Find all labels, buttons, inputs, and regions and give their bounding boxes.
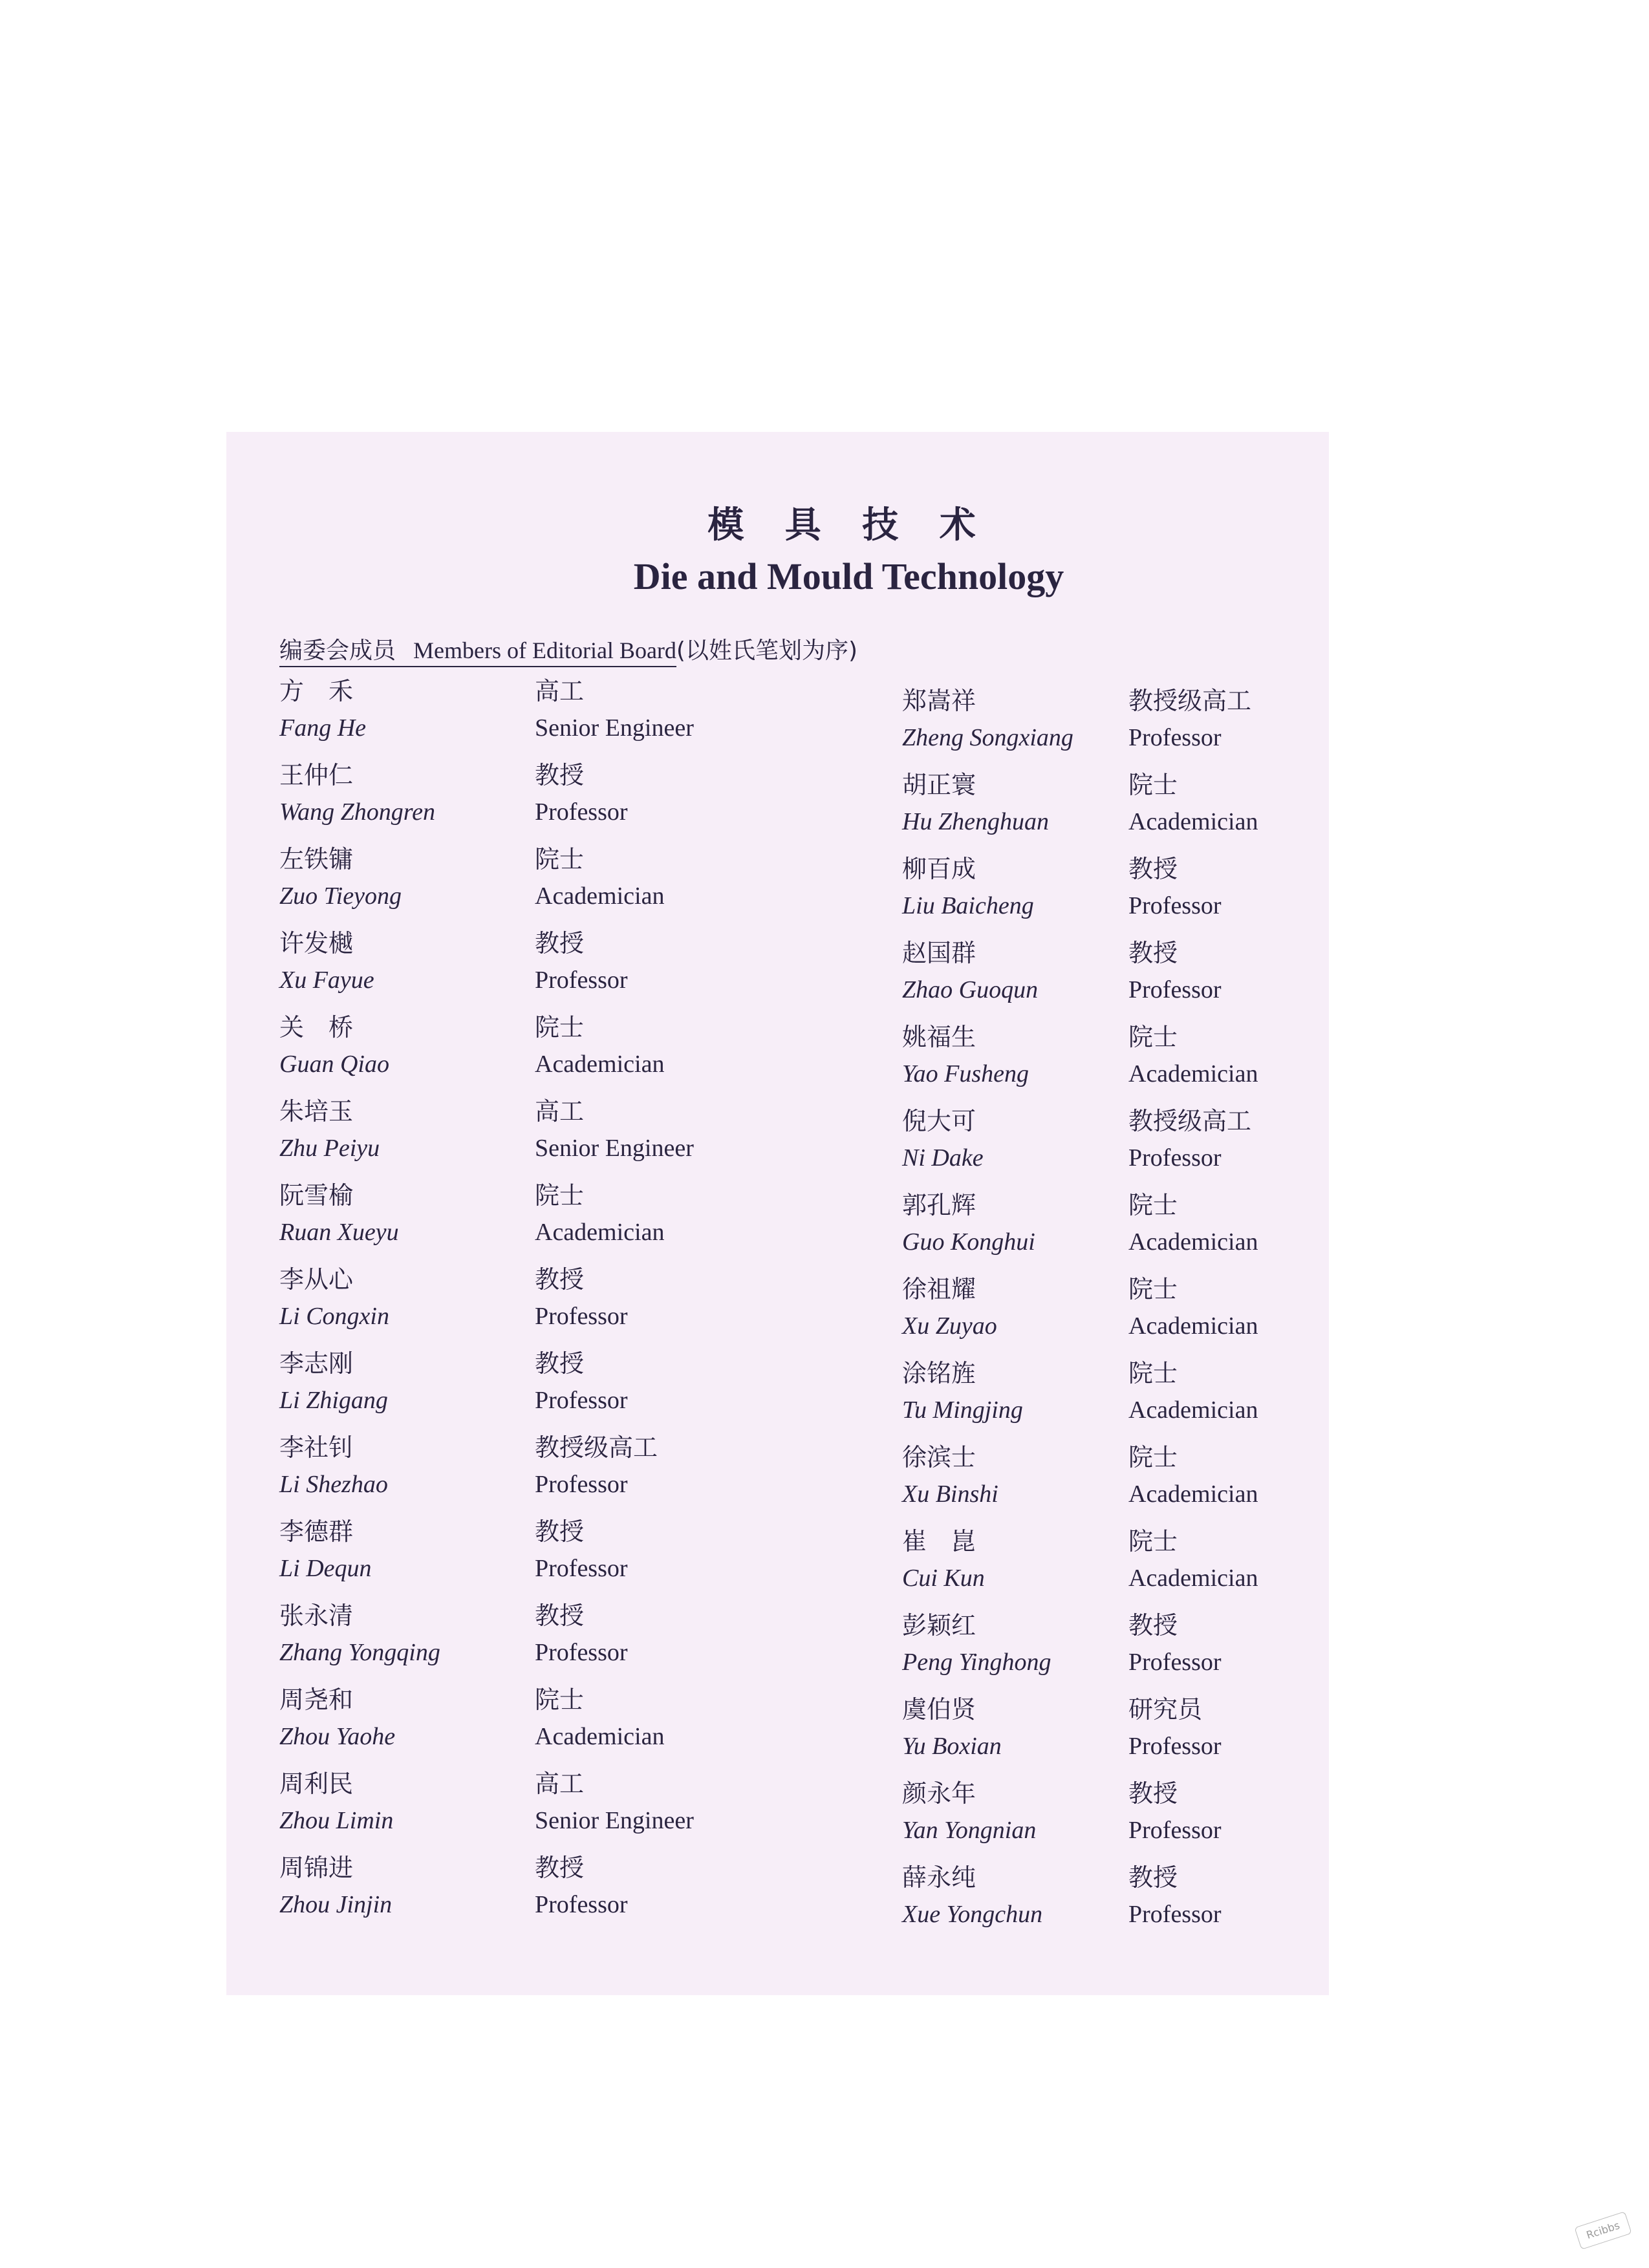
member-name-cn: 方 禾 (279, 677, 354, 705)
member-title-cn: 教授 (1128, 1779, 1178, 1808)
member-title-cn: 教授 (1128, 855, 1178, 883)
member-name-pinyin: Li Zhigang (279, 1387, 388, 1414)
member-title-en: Professor (1128, 1817, 1222, 1844)
member-title-cn: 教授级高工 (535, 1433, 658, 1462)
member-title-cn: 院士 (535, 1685, 585, 1714)
member-title-en: Professor (1128, 1901, 1222, 1928)
member-name-cn: 关 桥 (279, 1013, 354, 1042)
member-title-cn: 教授 (1128, 1611, 1178, 1640)
title-chinese: 模 具 技 术 (707, 504, 990, 546)
member-name-pinyin: Yan Yongnian (902, 1817, 1037, 1844)
member-title-cn: 教授 (1128, 939, 1178, 967)
member-title-cn: 院士 (535, 1013, 585, 1042)
member-title-cn: 高工 (535, 1770, 585, 1798)
member-title-en: Professor (1128, 892, 1222, 919)
member-name-cn: 薛永纯 (902, 1863, 976, 1892)
board-header (279, 632, 857, 665)
member-name-cn: 胡正寰 (902, 771, 976, 799)
member-title-en: Professor (535, 1891, 628, 1918)
member-title-en: Professor (1128, 724, 1222, 751)
member-name-cn: 李从心 (279, 1265, 354, 1294)
member-title-cn: 院士 (1128, 1359, 1178, 1387)
member-name-cn: 彭颖红 (902, 1611, 976, 1640)
member-title-en: Professor (535, 967, 628, 994)
member-title-en: Senior Engineer (535, 1807, 694, 1834)
member-title-en: Academician (1128, 1312, 1258, 1340)
member-title-en: Academician (1128, 808, 1258, 835)
member-title-cn: 教授 (535, 929, 585, 957)
member-title-en: Academician (1128, 1396, 1258, 1424)
board-header-en: Members of Editorial Board (413, 637, 676, 663)
member-title-cn: 教授级高工 (1128, 687, 1252, 715)
member-title-cn: 教授级高工 (1128, 1107, 1252, 1135)
member-name-pinyin: Li Congxin (279, 1303, 389, 1330)
scanned-page (226, 432, 1329, 1995)
member-title-en: Professor (1128, 1733, 1222, 1760)
member-name-pinyin: Zuo Tieyong (279, 883, 402, 910)
member-name-pinyin: Xu Zuyao (902, 1312, 997, 1340)
member-name-cn: 王仲仁 (279, 761, 354, 789)
member-name-cn: 郭孔辉 (902, 1191, 976, 1219)
member-name-cn: 许发樾 (279, 929, 354, 957)
member-title-cn: 教授 (535, 761, 585, 789)
member-name-cn: 涂铭旌 (902, 1359, 976, 1387)
member-name-pinyin: Zhao Guoqun (902, 976, 1039, 1003)
member-title-cn: 高工 (535, 1097, 585, 1126)
member-name-pinyin: Zheng Songxiang (902, 724, 1073, 751)
member-title-cn: 院士 (1128, 1191, 1178, 1219)
member-title-en: Academician (535, 1723, 665, 1750)
member-name-pinyin: Zhou Limin (279, 1807, 394, 1834)
member-title-en: Professor (535, 1555, 628, 1582)
board-header-cn: 编委会成员 (279, 637, 396, 664)
member-name-pinyin: Xue Yongchun (902, 1901, 1043, 1928)
board-header-note: (以姓氏笔划为序) (676, 637, 858, 664)
member-title-cn: 院士 (535, 1181, 585, 1210)
member-title-en: Professor (1128, 1649, 1222, 1676)
member-name-cn: 阮雪榆 (279, 1181, 354, 1210)
member-name-pinyin: Tu Mingjing (902, 1396, 1023, 1424)
member-title-en: Academician (535, 883, 665, 910)
member-name-cn: 崔 崑 (902, 1527, 976, 1556)
member-title-en: Academician (1128, 1060, 1258, 1087)
member-title-cn: 教授 (535, 1854, 585, 1882)
member-name-pinyin: Zhou Jinjin (279, 1891, 393, 1918)
member-title-cn: 教授 (535, 1517, 585, 1546)
member-name-pinyin: Wang Zhongren (279, 798, 436, 826)
member-title-en: Professor (535, 798, 628, 826)
member-title-en: Senior Engineer (535, 714, 694, 742)
member-title-cn: 教授 (535, 1349, 585, 1378)
member-name-cn: 柳百成 (902, 855, 976, 883)
member-name-pinyin: Zhu Peiyu (279, 1135, 380, 1162)
member-name-pinyin: Cui Kun (902, 1565, 985, 1592)
member-name-pinyin: Zhou Yaohe (279, 1723, 396, 1750)
member-title-en: Academician (535, 1219, 665, 1246)
member-name-cn: 左铁镛 (279, 845, 354, 873)
member-name-cn: 李社钊 (279, 1433, 354, 1462)
member-title-en: Professor (1128, 1144, 1222, 1171)
member-title-cn: 院士 (1128, 771, 1178, 799)
member-name-cn: 李志刚 (279, 1349, 354, 1378)
member-title-cn: 教授 (535, 1601, 585, 1630)
member-name-pinyin: Xu Fayue (279, 967, 374, 994)
member-name-cn: 徐祖耀 (902, 1275, 976, 1303)
member-name-pinyin: Li Dequn (279, 1555, 372, 1582)
member-name-pinyin: Hu Zhenghuan (902, 808, 1049, 835)
title-english: Die and Mould Technology (633, 555, 1064, 597)
member-name-pinyin: Liu Baicheng (902, 892, 1034, 919)
member-name-cn: 徐滨士 (902, 1443, 976, 1471)
member-name-cn: 赵国群 (902, 939, 976, 967)
member-name-cn: 颜永年 (902, 1779, 976, 1808)
member-title-en: Professor (535, 1303, 628, 1330)
member-name-cn: 李德群 (279, 1517, 354, 1546)
member-title-cn: 院士 (1128, 1023, 1178, 1051)
member-title-cn: 院士 (1128, 1443, 1178, 1471)
member-name-pinyin: Guo Konghui (902, 1228, 1035, 1256)
member-name-pinyin: Peng Yinghong (902, 1649, 1051, 1676)
member-title-en: Academician (1128, 1481, 1258, 1508)
member-name-cn: 倪大可 (902, 1107, 976, 1135)
member-title-cn: 研究员 (1128, 1695, 1203, 1724)
member-name-pinyin: Guan Qiao (279, 1051, 389, 1078)
member-title-cn: 教授 (1128, 1863, 1178, 1892)
member-title-en: Academician (1128, 1565, 1258, 1592)
member-name-cn: 张永清 (279, 1601, 354, 1630)
member-title-en: Senior Engineer (535, 1135, 694, 1162)
member-title-en: Professor (535, 1387, 628, 1414)
member-title-en: Professor (1128, 976, 1222, 1003)
member-title-cn: 教授 (535, 1265, 585, 1294)
member-name-pinyin: Fang He (279, 714, 367, 742)
member-name-pinyin: Ruan Xueyu (279, 1219, 399, 1246)
watermark-stamp: Rcibbs (1574, 2211, 1632, 2250)
member-name-cn: 郑嵩祥 (902, 687, 976, 715)
member-name-pinyin: Zhang Yongqing (279, 1639, 440, 1666)
member-name-cn: 虞伯贤 (902, 1695, 976, 1724)
member-name-cn: 周锦进 (279, 1854, 354, 1882)
member-title-cn: 高工 (535, 677, 585, 705)
member-name-pinyin: Yao Fusheng (902, 1060, 1029, 1087)
member-title-en: Professor (535, 1639, 628, 1666)
member-name-pinyin: Li Shezhao (279, 1471, 388, 1498)
member-name-pinyin: Xu Binshi (902, 1481, 998, 1508)
member-title-en: Professor (535, 1471, 628, 1498)
member-name-cn: 朱培玉 (279, 1097, 354, 1126)
member-name-pinyin: Ni Dake (902, 1144, 984, 1171)
member-name-pinyin: Yu Boxian (902, 1733, 1002, 1760)
member-title-cn: 院士 (1128, 1275, 1178, 1303)
member-name-cn: 周利民 (279, 1770, 354, 1798)
member-name-cn: 姚福生 (902, 1023, 976, 1051)
member-title-cn: 院士 (535, 845, 585, 873)
member-title-en: Academician (535, 1051, 665, 1078)
member-title-en: Academician (1128, 1228, 1258, 1256)
member-title-cn: 院士 (1128, 1527, 1178, 1556)
member-name-cn: 周尧和 (279, 1685, 354, 1714)
board-header-underlined (279, 637, 676, 667)
